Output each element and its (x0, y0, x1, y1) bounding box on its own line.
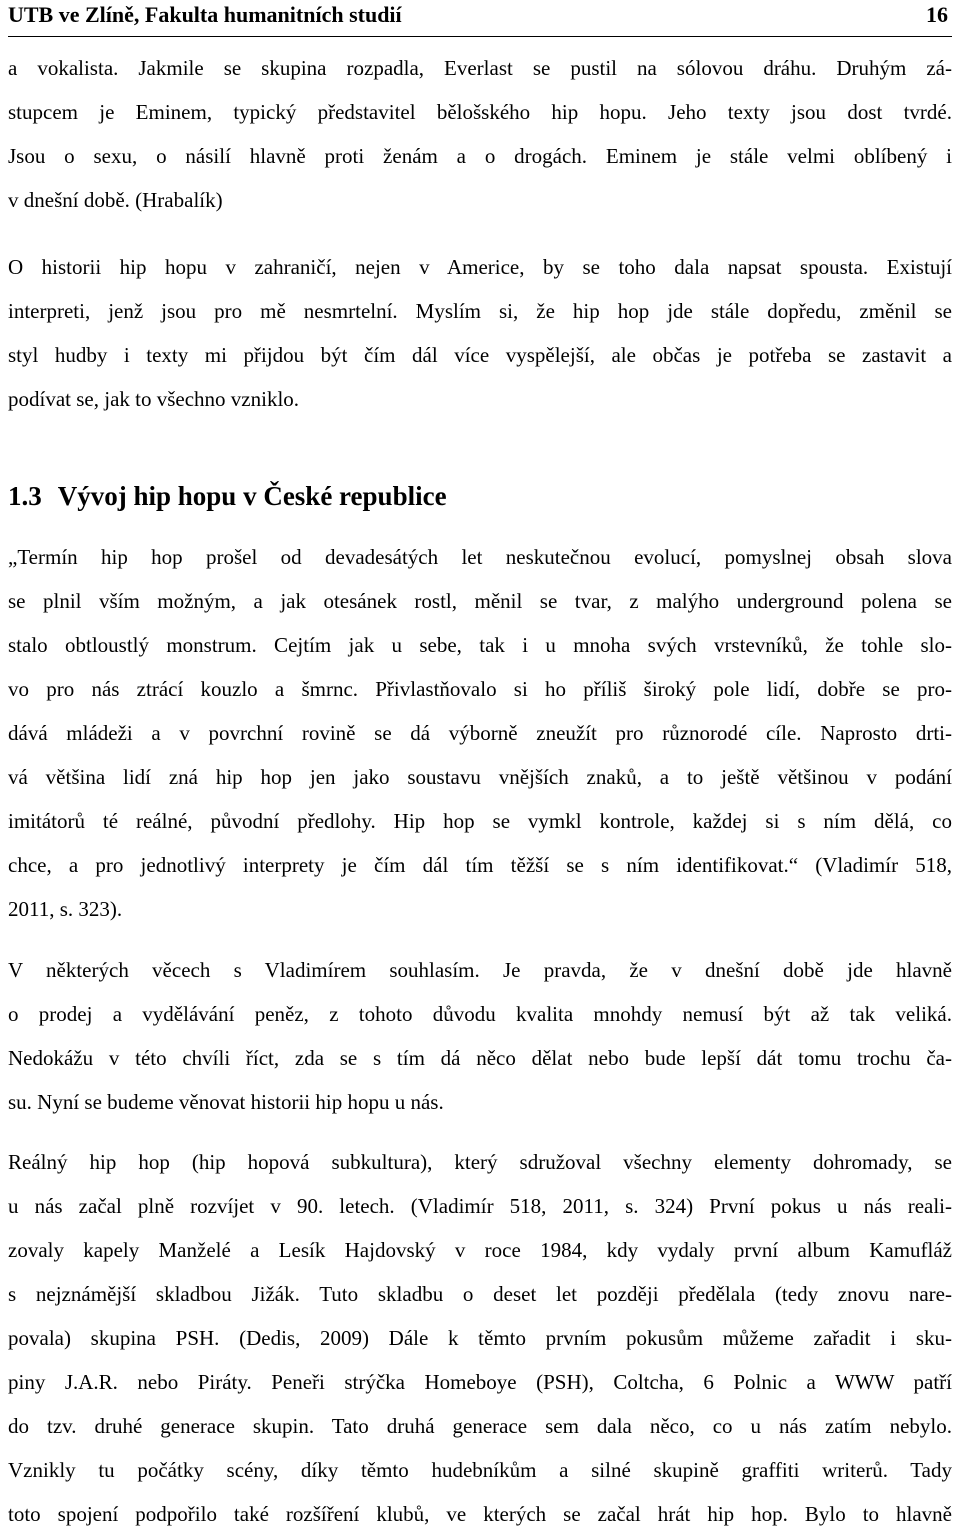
text-line: interpreti, jenž jsou pro mě nesmrtelní. Myslím si, že hip hop jde stále dopředu, změnil se (8, 299, 952, 323)
text-line: stupcem je Eminem, typický představitel bělošského hip hopu. Jeho texty jsou dost tvrdé. (8, 100, 952, 124)
text-line: V některých věcech s Vladimírem souhlasím. Je pravda, že v dnešní době jde hlavně (8, 958, 952, 982)
text-line: a vokalista. Jakmile se skupina rozpadla, Everlast se pustil na sólovou dráhu. Druhým zá- (8, 56, 952, 80)
text-line: podívat se, jak to všechno vzniklo. (8, 387, 300, 411)
text-line: „Termín hip hop prošel od devadesátých let neskutečnou evolucí, pomyslnej obsah slova (8, 545, 952, 569)
text-line: vo pro nás ztrácí kouzlo a šmrnc. Přivlastňovalo si ho příliš široký pole lidí, dobře se pro- (8, 677, 952, 701)
text-line: s nejznámější skladbou Jižák. Tuto skladbu o deset let později předělala (tedy znovu nare- (8, 1282, 952, 1306)
text-line: O historii hip hopu v zahraničí, nejen v Americe, by se toho dala napsat spousta. Existují (8, 255, 952, 279)
text-line: Nedokážu v této chvíli říct, zda se s tím dá něco dělat nebo bude lepší dát tomu trochu ča- (8, 1046, 952, 1070)
text-line: imitátorů té reálné, původní předlohy. Hip hop se vymkl kontrole, každej si s ním dělá, co (8, 809, 952, 833)
text-line: zovaly kapely Manželé a Lesík Hajdovský v roce 1984, kdy vydaly první album Kamufláž (8, 1238, 952, 1262)
text-line: Jsou o sexu, o násilí hlavně proti ženám a o drogách. Eminem je stále velmi oblíbený i (8, 144, 952, 168)
text-line: Vznikly tu počátky scény, díky těmto hudebníkům a silné skupině graffiti writerů. Tady (8, 1458, 952, 1482)
text-line: do tzv. druhé generace skupin. Tato druhá generace sem dala něco, co u nás zatím nebylo. (8, 1414, 952, 1438)
paragraph-1 (8, 46, 952, 222)
text-line: su. Nyní se budeme věnovat historii hip hopu u nás. (8, 1090, 444, 1114)
text-line: o prodej a vydělávání peněz, z tohoto důvodu kvalita mnohdy nemusí být až tak veliká. (8, 1002, 952, 1026)
paragraph-2 (8, 245, 952, 421)
paragraph-4 (8, 1140, 952, 1536)
text-line: toto spojení podpořilo také rozšíření klubů, ve kterých se začal hrát hip hop. Bylo to hlavně (8, 1502, 952, 1526)
text-line: povala) skupina PSH. (Dedis, 2009) Dále k těmto prvním pokusům můžeme zařadit i sku- (8, 1326, 952, 1350)
section-number: 1.3 (8, 481, 42, 511)
text-line: 2011, s. 323). (8, 897, 123, 921)
page-header (8, 0, 952, 37)
text-line: stalo obtloustlý monstrum. Cejtím jak u sebe, tak i u mnoha svých vrstevníků, že tohle slo- (8, 633, 952, 657)
text-line: vá většina lidí zná hip hop jen jako soustavu vnějších znaků, a to ještě většinou v podání (8, 765, 952, 789)
text-line: se plnil vším možným, a jak otesánek rostl, měnil se tvar, z malýho underground polena se (8, 589, 952, 613)
text-line: dává mládeži a v povrchní rovině se dá výborně zneužít pro různorodé cíle. Naprosto drti- (8, 721, 952, 745)
text-line: u nás začal plně rozvíjet v 90. letech. (Vladimír 518, 2011, s. 324) První pokus u nás reali- (8, 1194, 952, 1218)
text-line: piny J.A.R. nebo Piráty. Peneři strýčka Homeboye (PSH), Coltcha, 6 Polnic a WWW patří (8, 1370, 952, 1394)
text-line: Reálný hip hop (hip hopová subkultura), který sdružoval všechny elementy dohromady, se (8, 1150, 952, 1174)
section-heading (8, 476, 447, 516)
page-number: 16 (926, 2, 948, 27)
text-line: v dnešní době. (Hrabalík) (8, 188, 223, 212)
header-title: UTB ve Zlíně, Fakulta humanitních studií (8, 2, 402, 27)
section-title: Vývoj hip hopu v České republice (57, 481, 447, 511)
text-line: chce, a pro jednotlivý interprety je čím dál tím těžší se s ním identifikovat.“ (Vladimír 518, (8, 853, 952, 877)
paragraph-quote (8, 535, 952, 931)
text-line: styl hudby i texty mi přijdou být čím dál více vyspělejší, ale občas je potřeba se zastavit a (8, 343, 952, 367)
paragraph-3 (8, 948, 952, 1124)
